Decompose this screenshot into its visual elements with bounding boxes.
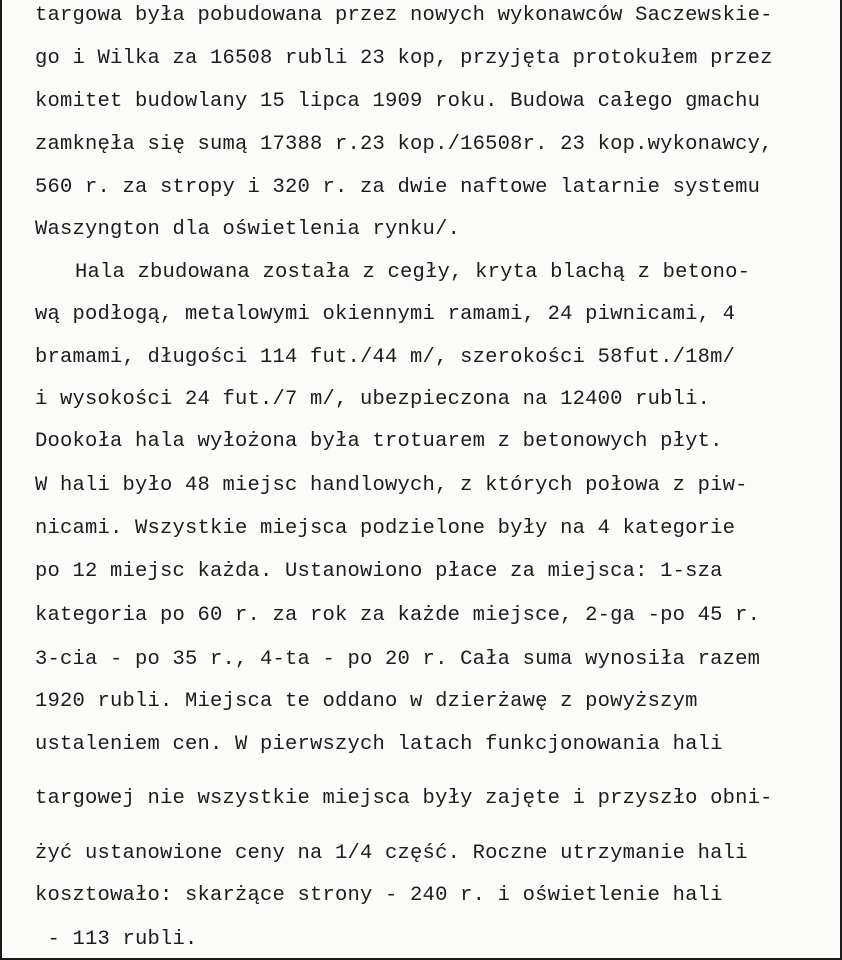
text-line: wą podłogą, metalowymi okiennymi ramami, 24 piwnicami, 4: [35, 303, 736, 326]
text-line: - 113 rubli.: [35, 928, 198, 951]
text-line: komitet budowlany 15 lipca 1909 roku. Budowa całego gmachu: [35, 90, 761, 113]
text-line: i wysokości 24 fut./7 m/, ubezpieczona na 12400 rubli.: [35, 388, 711, 411]
text-line: Dookoła hala wyłożona była trotuarem z betonowych płyt.: [35, 430, 723, 453]
text-line: bramami, długości 114 fut./44 m/, szerokości 58fut./18m/: [35, 346, 736, 369]
text-line: żyć ustanowione ceny na 1/4 część. Roczne utrzymanie hali: [35, 842, 748, 865]
text-line: targowej nie wszystkie miejsca były zajęte i przyszło obni-: [35, 787, 773, 810]
text-line: 1920 rubli. Miejsca te oddano w dzierżawę z powyższym: [35, 690, 698, 713]
text-line: W hali było 48 miejsc handlowych, z których połowa z piw-: [35, 474, 748, 497]
text-line: 3-cia - po 35 r., 4-ta - po 20 r. Cała suma wynosiła razem: [35, 648, 761, 671]
text-line: kosztowało: skarżące strony - 240 r. i oświetlenie hali: [35, 884, 723, 907]
text-line: po 12 miejsc każda. Ustanowiono płace za miejsca: 1-sza: [35, 560, 723, 583]
text-line: Waszyngton dla oświetlenia rynku/.: [35, 218, 461, 241]
text-line: ustaleniem cen. W pierwszych latach funkcjonowania hali: [35, 733, 723, 756]
text-line: 560 r. za stropy i 320 r. za dwie naftowe latarnie systemu: [35, 176, 761, 199]
text-line: kategoria po 60 r. za rok za każde miejsce, 2-ga -po 45 r.: [35, 604, 761, 627]
text-line: Hala zbudowana została z cegły, kryta blachą z betono-: [50, 261, 751, 284]
text-line: go i Wilka za 16508 rubli 23 kop, przyjęta protokułem przez: [35, 47, 773, 70]
text-line: targowa była pobudowana przez nowych wykonawców Saczewskie-: [35, 4, 773, 27]
text-line: nicami. Wszystkie miejsca podzielone były na 4 kategorie: [35, 517, 736, 540]
text-line: zamknęła się sumą 17388 r.23 kop./16508r. 23 kop.wykonawcy,: [35, 133, 773, 156]
